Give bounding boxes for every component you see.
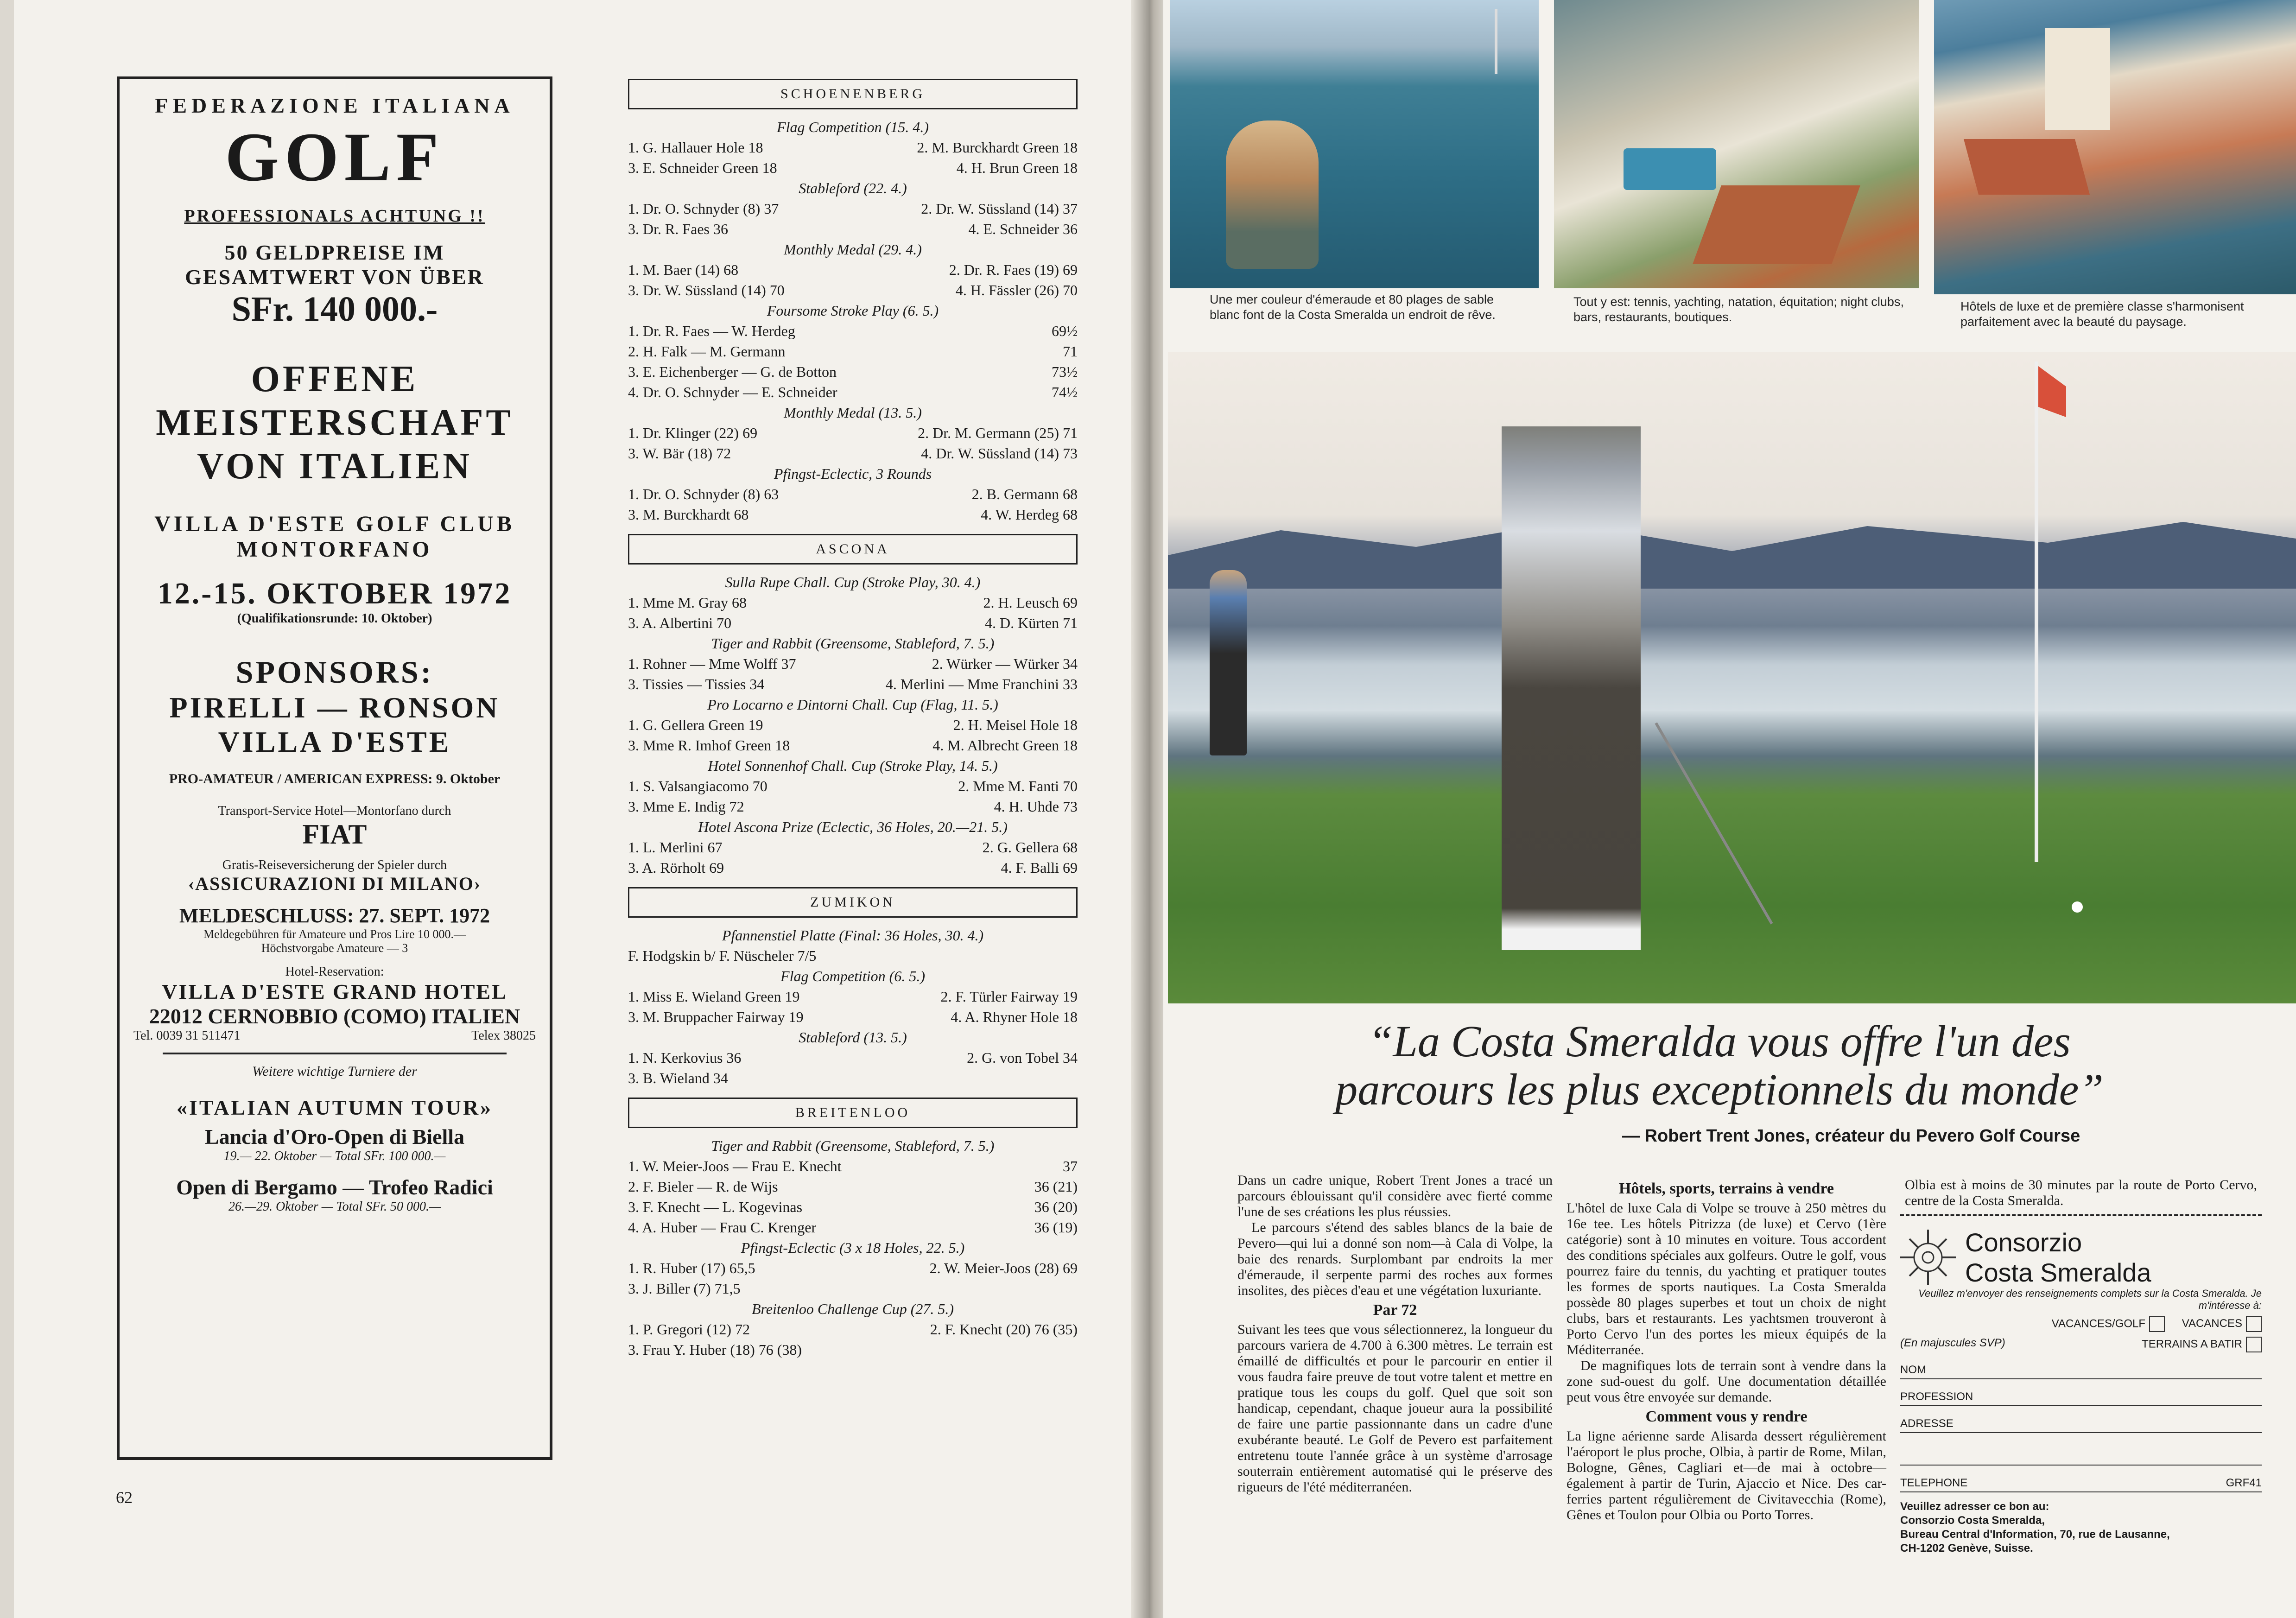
result-row [628, 1047, 1078, 1068]
event-title: Monthly Medal (29. 4.) [784, 241, 922, 258]
transport-note: Transport-Service Hotel—Montorfano durch [218, 804, 451, 818]
result-cell: 4. W. Herdeg 68 [981, 506, 1078, 523]
result-cell: 2. Dr. W. Süssland (14) 37 [921, 200, 1078, 217]
quote-line-2: parcours les plus exceptionnels du monde” [1335, 1065, 2104, 1114]
open-line-3: VON ITALIEN [197, 446, 473, 487]
result-row [628, 1176, 1078, 1197]
hotel-telephone: Tel. 0039 31 511471 [133, 1028, 241, 1043]
pros-heading: PROFESSIONALS ACHTUNG !! [184, 206, 485, 226]
result-row [628, 1197, 1078, 1217]
option-vacances-checkbox[interactable] [2246, 1316, 2262, 1332]
result-row [628, 1217, 1078, 1237]
autumn-tour: «ITALIAN AUTUMN TOUR» [176, 1096, 493, 1119]
hotel-reservation-label: Hotel-Reservation: [285, 964, 384, 979]
result-row [628, 613, 1078, 633]
name-field[interactable] [1900, 1352, 2262, 1379]
result-cell: 2. Würker — Würker 34 [932, 655, 1078, 672]
telephone-label: TELEPHONE [1900, 1477, 1968, 1489]
headline-quote [1186, 1017, 2252, 1114]
swimmer-figure [1226, 121, 1319, 269]
result-cell: 2. Dr. M. Germann (25) 71 [918, 425, 1078, 441]
result-row [628, 321, 1078, 341]
result-cell: 2. Dr. R. Faes (19) 69 [949, 261, 1078, 278]
result-cell: 1. N. Kerkovius 36 [628, 1049, 742, 1066]
coupon-title-2: Costa Smeralda [1965, 1258, 2151, 1287]
result-cell: 2. F. Türler Fairway 19 [940, 988, 1078, 1005]
golf-advertisement [117, 76, 552, 1460]
result-cell: 4. Dr. W. Süssland (14) 73 [921, 445, 1078, 462]
qualification-note: (Qualifikationsrunde: 10. Oktober) [237, 611, 432, 626]
club-line-1: VILLA D'ESTE GOLF CLUB [154, 512, 515, 536]
result-cell: 4. E. Schneider 36 [968, 221, 1078, 237]
result-cell: 1. Dr. Klinger (22) 69 [628, 425, 758, 441]
result-cell: 36 (21) [1034, 1178, 1078, 1195]
event-title: Tiger and Rabbit (Greensome, Stableford, 7. 5.) [711, 1137, 995, 1154]
result-cell: 3. E. Eichenberger — G. de Botton [628, 363, 837, 380]
result-row [628, 837, 1078, 857]
result-cell: 4. A. Rhyner Hole 18 [951, 1009, 1078, 1025]
result-cell: 3. Dr. R. Faes 36 [628, 221, 728, 237]
result-row [628, 1007, 1078, 1027]
col2-paragraph-1: L'hôtel de luxe Cala di Volpe se trouve à 250 mètres du 16e tee. Les hôtels Pitrizza (de luxe) et Cervo (1ère catégorie) sont à 10 minutes en voiture. Tous accordent des conditions spéciales aux golfeurs. Outre le golf, vous pourrez faire du tennis, du yachting et pratiquer toutes les formes de sports nautiques. La Costa Smeralda possède 80 plages superbes et tout un choix de night clubs, bars et restaurants. Les yachtsmen trouveront à Porto Cervo l'un des portes les mieux équipés de la Méditerranée. [1567, 1200, 1886, 1358]
address-label: ADRESSE [1900, 1417, 1954, 1430]
result-row [628, 362, 1078, 382]
sponsors-line-1: PIRELLI — RONSON [169, 691, 500, 724]
caddie-figure [1210, 570, 1247, 755]
bergamo-open: Open di Bergamo — Trofeo Radici [176, 1175, 493, 1199]
red-flag [2038, 366, 2066, 417]
event-title: Pfingst-Eclectic (3 x 18 Holes, 22. 5.) [741, 1239, 965, 1256]
result-row [628, 443, 1078, 463]
result-row [628, 592, 1078, 613]
hotel-contact [120, 1028, 550, 1043]
club-line-2: MONTORFANO [236, 537, 433, 562]
fiat-sponsor: FIAT [302, 819, 367, 850]
profession-label: PROFESSION [1900, 1390, 1973, 1403]
putter [1655, 723, 1773, 925]
result-row [628, 1319, 1078, 1339]
result-row [628, 1068, 1078, 1088]
option-golf-label: VACANCES/GOLF [2051, 1317, 2146, 1330]
option-vacances-label: VACANCES [2182, 1317, 2242, 1330]
prizes-line-1: 50 GELDPREISE IM [224, 241, 445, 264]
coupon-options-row-1 [1900, 1316, 2262, 1332]
result-cell: 4. H. Brun Green 18 [956, 159, 1078, 176]
result-cell: 2. H. Leusch 69 [983, 594, 1078, 611]
result-cell: 3. M. Bruppacher Fairway 19 [628, 1009, 804, 1025]
result-cell: 4. D. Kürten 71 [985, 615, 1078, 631]
info-coupon [1900, 1214, 2262, 1555]
entry-fees: Meldegebühren für Amateure und Pros Lire 10 000.— [203, 927, 466, 941]
result-cell: 1. M. Baer (14) 68 [628, 261, 739, 278]
event-title: Pfannenstiel Platte (Final: 36 Holes, 30. 4.) [722, 927, 984, 944]
result-cell: 37 [1063, 1158, 1078, 1174]
open-line-1: OFFENE [251, 359, 419, 400]
prizes-line-2: GESAMTWERT VON ÜBER [185, 265, 484, 289]
result-cell: 1. P. Gregori (12) 72 [628, 1321, 750, 1338]
distant-mountains [1168, 505, 2296, 589]
event-title: Monthly Medal (13. 5.) [784, 404, 922, 421]
result-cell: 2. B. Germann 68 [971, 486, 1078, 502]
result-cell: 2. W. Meier-Joos (28) 69 [929, 1260, 1078, 1276]
sponsors-heading: SPONSORS: [235, 654, 434, 690]
send-line-1: Veuillez adresser ce bon au: [1900, 1500, 2049, 1513]
result-cell: 1. G. Gellera Green 19 [628, 717, 763, 733]
result-cell: 3. W. Bär (18) 72 [628, 445, 731, 462]
article-column-2 [1567, 1177, 1886, 1523]
result-row [628, 715, 1078, 735]
result-row [628, 776, 1078, 796]
red-roof [1964, 139, 2090, 195]
coupon-options-row-2 [1900, 1337, 2262, 1352]
name-label: NOM [1900, 1364, 1926, 1376]
hotels-heading: Hôtels, sports, terrains à vendre [1619, 1180, 1834, 1197]
send-line-3: Bureau Central d'Information, 70, rue de Lausanne, [1900, 1528, 2170, 1541]
open-line-2: MEISTERSCHAFT [156, 402, 514, 443]
result-cell: 36 (19) [1034, 1219, 1078, 1236]
golf-title: GOLF [225, 119, 444, 196]
further-note: Weitere wichtige Turniere der [252, 1064, 417, 1079]
result-cell: 69½ [1052, 323, 1078, 339]
cut-line [1900, 1214, 2262, 1216]
result-cell: F. Hodgskin b/ F. Nüscheler 7/5 [628, 947, 817, 964]
result-row [628, 260, 1078, 280]
travel-heading: Comment vous y rendre [1645, 1408, 1808, 1425]
club-results [628, 74, 1078, 1360]
result-cell: 36 (20) [1034, 1199, 1078, 1215]
article-column-3: Olbia est à moins de 30 minutes par la route de Porto Cervo, centre de la Costa Smeralda. [1905, 1177, 2257, 1208]
prize-amount: SFr. 140 000.- [231, 290, 438, 329]
result-cell: 2. M. Burckhardt Green 18 [917, 139, 1078, 156]
golfer-photo [1168, 352, 2296, 1003]
result-cell: 1. W. Meier-Joos — Frau E. Knecht [628, 1158, 842, 1174]
result-row [628, 280, 1078, 300]
pool [1624, 148, 1716, 190]
result-row [628, 1339, 1078, 1360]
result-cell: 3. A. Rörholt 69 [628, 859, 724, 876]
result-cell: 4. H. Uhde 73 [994, 798, 1078, 815]
result-cell: 1. Dr. O. Schnyder (8) 63 [628, 486, 779, 502]
result-row [628, 423, 1078, 443]
result-cell: 2. H. Meisel Hole 18 [953, 717, 1078, 733]
result-row [628, 735, 1078, 755]
event-title: Flag Competition (6. 5.) [780, 968, 925, 984]
col1-paragraph-2: Le parcours s'étend des sables blancs de la baie de Pevero—qui lui a donné son nom—à Cala di Volpe, la baie des renards. Surplombant par endroits la mer d'émeraude, il serpente parmi des roches aux formes insolites, des pièces d'eau et une végétation luxuriante. [1237, 1220, 1553, 1298]
result-cell: 3. E. Schneider Green 18 [628, 159, 777, 176]
biella-details: 19.— 22. Oktober — Total SFr. 100 000.— [223, 1149, 446, 1163]
option-terrain-label: TERRAINS A BATIR [2142, 1338, 2242, 1351]
result-row [628, 945, 1078, 966]
event-title: Foursome Stroke Play (6. 5.) [767, 302, 939, 319]
hotel-name: VILLA D'ESTE GRAND HOTEL [162, 980, 507, 1003]
result-cell: 2. G. Gellera 68 [982, 839, 1078, 856]
result-cell: 1. R. Huber (17) 65,5 [628, 1260, 755, 1276]
club-heading: SCHOENENBERG [628, 79, 1078, 109]
result-row [628, 986, 1078, 1007]
quote-line-1: “La Costa Smeralda vous offre l'un des [1368, 1016, 2071, 1066]
insurance-sponsor: ‹ASSICURAZIONI DI MILANO› [188, 873, 482, 894]
event-title: Tiger and Rabbit (Greensome, Stableford, 7. 5.) [711, 635, 995, 652]
photo-caption-2: Tout y est: tennis, yachting, natation, équitation; night clubs, bars, restaurants, boutiques. [1573, 295, 1904, 324]
tournament-dates: 12.-15. OKTOBER 1972 [157, 577, 512, 610]
tower [2045, 28, 2110, 130]
result-cell: 3. M. Burckhardt 68 [628, 506, 749, 523]
entry-deadline: MELDESCHLUSS: 27. SEPT. 1972 [179, 904, 490, 927]
event-title: Sulla Rupe Chall. Cup (Stroke Play, 30. 4.) [725, 574, 981, 590]
result-row [628, 219, 1078, 239]
result-cell: 3. B. Wieland 34 [628, 1070, 728, 1086]
golf-ball [2072, 901, 2083, 913]
option-golf-checkbox[interactable] [2149, 1316, 2165, 1332]
biella-open: Lancia d'Oro-Open di Biella [204, 1125, 465, 1148]
event-title: Hotel Sonnenhof Chall. Cup (Stroke Play, 14. 5.) [708, 757, 998, 774]
event-title: Hotel Ascona Prize (Eclectic, 36 Holes, 20.—21. 5.) [698, 819, 1008, 835]
result-row [628, 654, 1078, 674]
result-cell: 1. Miss E. Wieland Green 19 [628, 988, 800, 1005]
col2-paragraph-2: De magnifiques lots de terrain sont à vendre dans la zone sud-ouest du golf. Une documentation détaillée peut vous être envoyée sur demande. [1567, 1358, 1886, 1405]
hotel-address: 22012 CERNOBBIO (COMO) ITALIEN [149, 1004, 520, 1028]
result-cell: 1. Mme M. Gray 68 [628, 594, 747, 611]
insurance-note: Gratis-Reiseversicherung der Spieler durch [222, 858, 447, 872]
coupon-send-to [1900, 1500, 2262, 1555]
result-cell: 4. H. Fässler (26) 70 [955, 282, 1078, 298]
result-row [628, 857, 1078, 878]
address-field[interactable] [1900, 1406, 2262, 1433]
par-heading: Par 72 [1373, 1301, 1417, 1319]
result-cell: 3. Tissies — Tissies 34 [628, 676, 765, 692]
village-photo [1934, 0, 2296, 294]
club-heading: ZUMIKON [628, 887, 1078, 918]
event-title: Flag Competition (15. 4.) [777, 119, 929, 135]
result-row [628, 1258, 1078, 1278]
result-cell: 1. Dr. O. Schnyder (8) 37 [628, 200, 779, 217]
result-row [628, 198, 1078, 219]
col2-paragraph-3: La ligne aérienne sarde Alisarda dessert régulièrement l'aéroport le plus proche, Olbia, à partir de Rome, Milan, Bologne, Gênes, Cagliari et—de mai à octobre—également à partir de Turin, Ajaccio et Nice. Des car-ferries partent régulièrement de Civitavecchia (Rome), Gênes et Toulon pour Olbia ou Porto Torres. [1567, 1428, 1886, 1523]
caps-note: (En majuscules SVP) [1900, 1337, 2005, 1349]
telephone-field[interactable] [1900, 1466, 2262, 1492]
result-cell: 1. Rohner — Mme Wolff 37 [628, 655, 796, 672]
club-heading: BREITENLOO [628, 1098, 1078, 1128]
send-line-4: CH-1202 Genève, Suisse. [1900, 1542, 2033, 1555]
result-cell: 3. Mme E. Indig 72 [628, 798, 744, 815]
result-cell: 4. M. Albrecht Green 18 [932, 737, 1078, 754]
result-cell: 1. L. Merlini 67 [628, 839, 723, 856]
result-cell: 73½ [1052, 363, 1078, 380]
sailboat [1495, 9, 1497, 74]
result-cell: 1. S. Valsangiacomo 70 [628, 778, 767, 794]
result-cell: 2. F. Knecht (20) 76 (35) [930, 1321, 1078, 1338]
sponsors-line-2: VILLA D'ESTE [218, 725, 451, 758]
quote-attribution: — Robert Trent Jones, créateur du Pevero Golf Course [1622, 1126, 2080, 1146]
tennis-courts [1693, 185, 1860, 264]
pro-amateur-note: PRO-AMATEUR / AMERICAN EXPRESS: 9. Oktober [169, 771, 501, 787]
hotel-tennis-photo [1554, 0, 1919, 288]
result-cell: 1. Dr. R. Faes — W. Herdeg [628, 323, 795, 339]
coupon-title-1: Consorzio [1965, 1228, 2082, 1257]
event-title: Breitenloo Challenge Cup (27. 5.) [751, 1301, 954, 1317]
golfer-figure [1502, 426, 1641, 950]
federation: FEDERAZIONE ITALIANA [155, 94, 514, 117]
result-row [628, 158, 1078, 178]
consorzio-logo-icon [1900, 1230, 1956, 1285]
event-title: Stableford (13. 5.) [799, 1029, 907, 1046]
result-cell: 2. Mme M. Fanti 70 [958, 778, 1078, 794]
result-row [628, 796, 1078, 817]
coupon-header [1900, 1227, 2262, 1288]
ad-divider [163, 1053, 507, 1054]
result-row [628, 341, 1078, 362]
result-row [628, 484, 1078, 504]
swimmer-photo [1170, 0, 1539, 288]
result-cell: 4. Dr. O. Schnyder — E. Schneider [628, 384, 837, 400]
result-row [628, 504, 1078, 525]
result-cell: 2. H. Falk — M. Germann [628, 343, 786, 360]
result-cell: 3. Dr. W. Süssland (14) 70 [628, 282, 785, 298]
result-cell: 3. J. Biller (7) 71,5 [628, 1280, 741, 1297]
result-row [628, 382, 1078, 402]
flag-pin [2035, 362, 2038, 862]
result-cell: 4. Merlini — Mme Franchini 33 [885, 676, 1078, 692]
photo-caption-1: Une mer couleur d'émeraude et 80 plages de sable blanc font de la Costa Smeralda un endroit de rêve. [1210, 292, 1496, 322]
result-cell: 74½ [1052, 384, 1078, 400]
col1-paragraph-1: Dans un cadre unique, Robert Trent Jones a tracé un parcours éblouissant qu'il considère avec fierté comme l'une de ses créations les plus réussies. [1237, 1173, 1553, 1219]
result-row [628, 137, 1078, 158]
photo-caption-3: Hôtels de luxe et de première classe s'harmonisent parfaitement avec la beauté du paysage. [1960, 299, 2244, 329]
article-column-1 [1237, 1173, 1553, 1495]
option-terrain-checkbox[interactable] [2246, 1337, 2262, 1352]
coupon-intro: Veuillez m'envoyer des renseignements complets sur la Costa Smeralda. Je m'intéresse à: [1918, 1288, 2262, 1311]
event-title: Stableford (22. 4.) [799, 180, 907, 197]
address-field-2[interactable] [1900, 1433, 2262, 1466]
club-heading: ASCONA [628, 534, 1078, 565]
result-cell: 2. G. von Tobel 34 [967, 1049, 1078, 1066]
result-cell: 3. Mme R. Imhof Green 18 [628, 737, 790, 754]
result-cell: 3. A. Albertini 70 [628, 615, 732, 631]
col1-paragraph-3: Suivant les tees que vous sélectionnerez, la longueur du parcours variera de 4.700 à 6.300 mètres. Le terrain est émaillé de difficultés et pour le parcourir en entier il vous faudra faire preuve de tout votre talent et mettre en pratique tous les coups du golf. Quel que soit son handicap, cependant, chaque joueur aura la possibilité de faire une partie passionnante dans un cadre d'une exubérante beauté. Le Golf de Pevero est parfaitement entretenu toute l'année grâce à un système d'arrosage souterrain entièrement automatisé qui le préserve des rigueurs de l'été méditerranéen. [1237, 1322, 1553, 1495]
result-cell: 3. Frau Y. Huber (18) 76 (38) [628, 1341, 802, 1358]
result-cell: 4. F. Balli 69 [1001, 859, 1078, 876]
result-cell: 71 [1063, 343, 1078, 360]
bergamo-details: 26.—29. Oktober — Total SFr. 50 000.— [228, 1199, 441, 1214]
result-cell: 3. F. Knecht — L. Kogevinas [628, 1199, 803, 1215]
result-cell: 2. F. Bieler — R. de Wijs [628, 1178, 778, 1195]
send-line-2: Consorzio Costa Smeralda, [1900, 1514, 2045, 1527]
event-title: Pfingst-Eclectic, 3 Rounds [774, 465, 932, 482]
result-cell: 1. G. Hallauer Hole 18 [628, 139, 763, 156]
profession-field[interactable] [1900, 1379, 2262, 1406]
result-row [628, 1278, 1078, 1299]
hotel-telex: Telex 38025 [471, 1028, 536, 1043]
result-row [628, 674, 1078, 694]
event-title: Pro Locarno e Dintorni Chall. Cup (Flag, 11. 5.) [707, 696, 998, 713]
handicap-limit: Höchstvorgabe Amateure — 3 [261, 941, 408, 955]
result-cell: 4. A. Huber — Frau C. Krenger [628, 1219, 817, 1236]
result-row [628, 1156, 1078, 1176]
coupon-code: GRF41 [2226, 1477, 2262, 1489]
page-number: 62 [116, 1488, 133, 1507]
